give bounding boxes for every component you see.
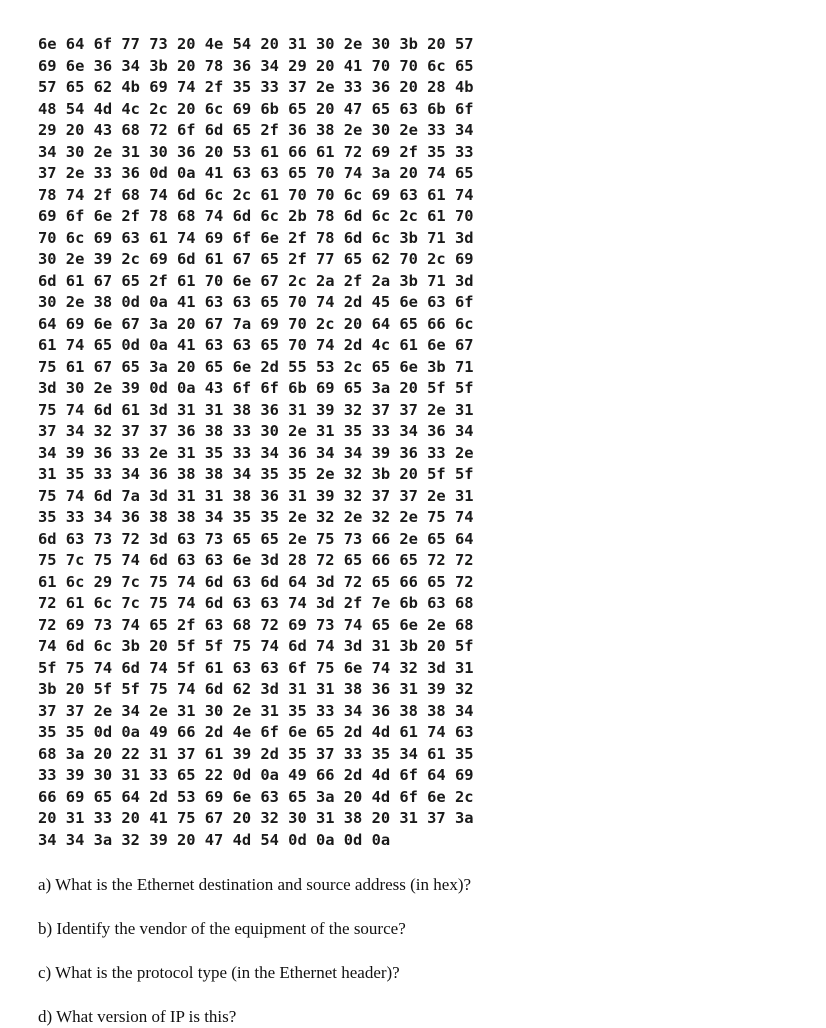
hex-line: 5f 75 74 6d 74 5f 61 63 63 6f 75 6e 74 32 3d 31	[38, 658, 474, 677]
question-d: d) What version of IP is this?	[38, 1007, 237, 1026]
hex-line: 3d 30 2e 39 0d 0a 43 6f 6f 6b 69 65 3a 20 5f 5f	[38, 379, 474, 397]
hex-line: 35 35 0d 0a 49 66 2d 4e 6f 6e 65 2d 4d 61 74 63	[38, 723, 474, 741]
hex-line: 78 74 2f 68 74 6d 6c 2c 61 70 70 6c 69 63 61 74	[38, 185, 474, 204]
hex-line: 34 39 36 33 2e 31 35 33 34 36 34 34 39 36 33 2e	[38, 443, 474, 462]
hex-line: 6e 64 6f 77 73 20 4e 54 20 31 30 2e 30 3b 20 57	[38, 35, 474, 53]
hex-line: 61 6c 29 7c 75 74 6d 63 6d 64 3d 72 65 66 65 72	[38, 572, 474, 591]
hex-line: 34 30 2e 31 30 36 20 53 61 66 61 72 69 2f 35 33	[38, 142, 474, 161]
hex-dump	[38, 34, 474, 851]
hex-line: 75 61 67 65 3a 20 65 6e 2d 55 53 2c 65 6e 3b 71	[38, 357, 474, 376]
hex-line: 37 34 32 37 37 36 38 33 30 2e 31 35 33 34 36 34	[38, 422, 474, 440]
hex-line: 70 6c 69 63 61 74 69 6f 6e 2f 78 6d 6c 3b 71 3d	[38, 228, 474, 247]
hex-line: 3b 20 5f 5f 75 74 6d 62 3d 31 31 38 36 31 39 32	[38, 680, 474, 698]
hex-line: 33 39 30 31 33 65 22 0d 0a 49 66 2d 4d 6f 64 69	[38, 766, 474, 784]
question-list	[38, 874, 798, 1028]
hex-line: 72 69 73 74 65 2f 63 68 72 69 73 74 65 6e 2e 68	[38, 615, 474, 634]
question-a: a) What is the Ethernet destination and source address (in hex)?	[38, 875, 472, 894]
hex-line: 35 33 34 36 38 38 34 35 35 2e 32 2e 32 2e 75 74	[38, 508, 474, 526]
hex-line: 48 54 4d 4c 2c 20 6c 69 6b 65 20 47 65 63 6b 6f	[38, 99, 474, 118]
hex-line: 37 2e 33 36 0d 0a 41 63 63 65 70 74 3a 20 74 65	[38, 164, 474, 182]
hex-line: 29 20 43 68 72 6f 6d 65 2f 36 38 2e 30 2e 33 34	[38, 121, 474, 139]
hex-line: 30 2e 39 2c 69 6d 61 67 65 2f 77 65 62 70 2c 69	[38, 250, 474, 268]
hex-line: 64 69 6e 67 3a 20 67 7a 69 70 2c 20 64 65 66 6c	[38, 314, 474, 333]
hex-line: 69 6e 36 34 3b 20 78 36 34 29 20 41 70 70 6c 65	[38, 56, 474, 75]
hex-line: 34 34 3a 32 39 20 47 4d 54 0d 0a 0d 0a	[38, 830, 391, 849]
hex-line: 57 65 62 4b 69 74 2f 35 33 37 2e 33 36 20 28 4b	[38, 78, 474, 96]
hex-line: 37 37 2e 34 2e 31 30 2e 31 35 33 34 36 38 38 34	[38, 701, 474, 720]
hex-line: 31 35 33 34 36 38 38 34 35 35 2e 32 3b 20 5f 5f	[38, 465, 474, 483]
hex-line: 68 3a 20 22 31 37 61 39 2d 35 37 33 35 34 61 35	[38, 744, 474, 763]
question-b: b) Identify the vendor of the equipment of the source?	[38, 919, 406, 938]
hex-line: 6d 61 67 65 2f 61 70 6e 67 2c 2a 2f 2a 3b 71 3d	[38, 271, 474, 290]
hex-line: 74 6d 6c 3b 20 5f 5f 75 74 6d 74 3d 31 3b 20 5f	[38, 637, 474, 655]
hex-line: 75 7c 75 74 6d 63 63 6e 3d 28 72 65 66 65 72 72	[38, 551, 474, 569]
hex-line: 72 61 6c 7c 75 74 6d 63 63 74 3d 2f 7e 6b 63 68	[38, 594, 474, 612]
hex-line: 61 74 65 0d 0a 41 63 63 65 70 74 2d 4c 61 6e 67	[38, 336, 474, 354]
hex-line: 75 74 6d 61 3d 31 31 38 36 31 39 32 37 37 2e 31	[38, 400, 474, 419]
hex-line: 20 31 33 20 41 75 67 20 32 30 31 38 20 31 37 3a	[38, 809, 474, 827]
hex-line: 66 69 65 64 2d 53 69 6e 63 65 3a 20 4d 6f 6e 2c	[38, 787, 474, 806]
hex-line: 30 2e 38 0d 0a 41 63 63 65 70 74 2d 45 6e 63 6f	[38, 293, 474, 311]
hex-line: 6d 63 73 72 3d 63 73 65 65 2e 75 73 66 2e 65 64	[38, 529, 474, 548]
hex-line: 69 6f 6e 2f 78 68 74 6d 6c 2b 78 6d 6c 2c 61 70	[38, 207, 474, 225]
question-c: c) What is the protocol type (in the Ethernet header)?	[38, 963, 400, 982]
hex-line: 75 74 6d 7a 3d 31 31 38 36 31 39 32 37 37 2e 31	[38, 486, 474, 505]
